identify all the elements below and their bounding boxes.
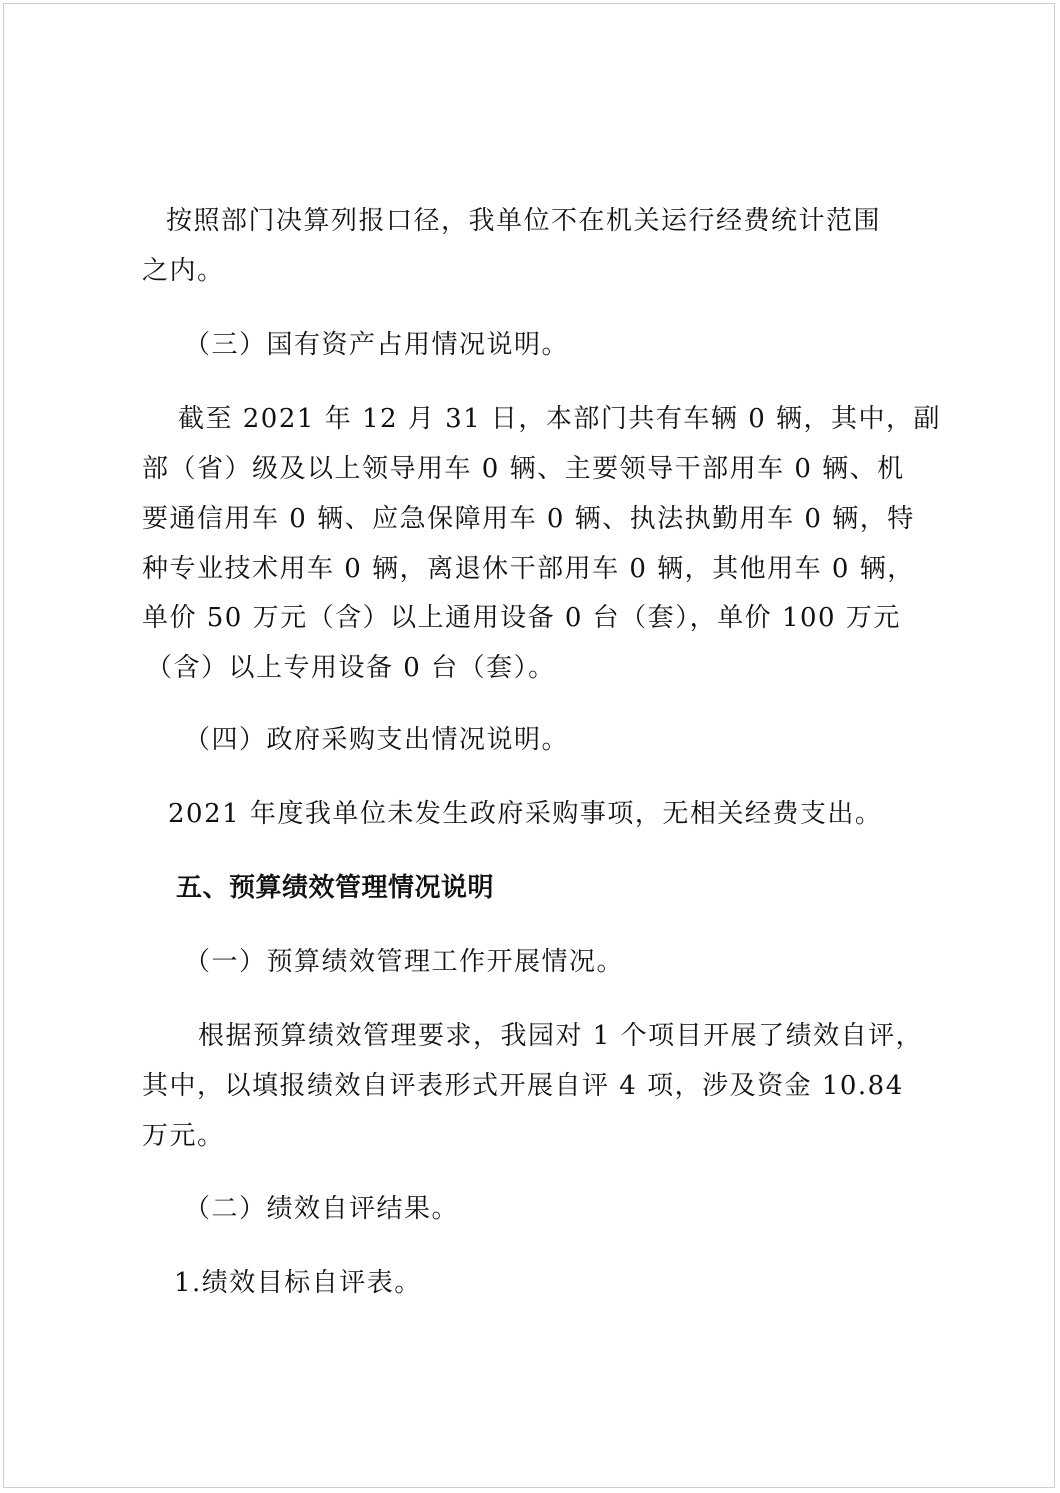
paragraph-line: 其中，以填报绩效自评表形式开展自评 4 项，涉及资金 10.84	[142, 1071, 904, 1101]
section-heading: （一）预算绩效管理工作开展情况。	[184, 947, 625, 977]
paragraph-line: 单价 50 万元（含）以上通用设备 0 台（套），单价 100 万元	[142, 603, 901, 633]
paragraph-line: 种专业技术用车 0 辆，离退休干部用车 0 辆，其他用车 0 辆，	[142, 554, 915, 584]
paragraph-line: 万元。	[142, 1121, 225, 1151]
paragraph-line: 部（省）级及以上领导用车 0 辆、主要领导干部用车 0 辆、机	[142, 454, 905, 484]
paragraph-line: 根据预算绩效管理要求，我园对 1 个项目开展了绩效自评，	[198, 1021, 924, 1051]
paragraph-line: 2021 年度我单位未发生政府采购事项，无相关经费支出。	[168, 799, 883, 829]
paragraph-line: 按照部门决算列报口径，我单位不在机关运行经费统计范围	[166, 206, 882, 236]
chapter-heading: 五、预算绩效管理情况说明	[176, 873, 495, 903]
section-heading: （二）绩效自评结果。	[184, 1194, 460, 1224]
paragraph-line: 之内。	[142, 256, 225, 286]
section-heading: （三）国有资产占用情况说明。	[184, 330, 570, 360]
paragraph-line: 截至 2021 年 12 月 31 日，本部门共有车辆 0 辆，其中，副	[178, 404, 941, 434]
section-heading: （四）政府采购支出情况说明。	[184, 725, 570, 755]
list-item: 1.绩效目标自评表。	[174, 1268, 422, 1298]
paragraph-line: （含）以上专用设备 0 台（套）。	[146, 653, 556, 683]
paragraph-line: 要通信用车 0 辆、应急保障用车 0 辆、执法执勤用车 0 辆，特	[142, 504, 915, 534]
